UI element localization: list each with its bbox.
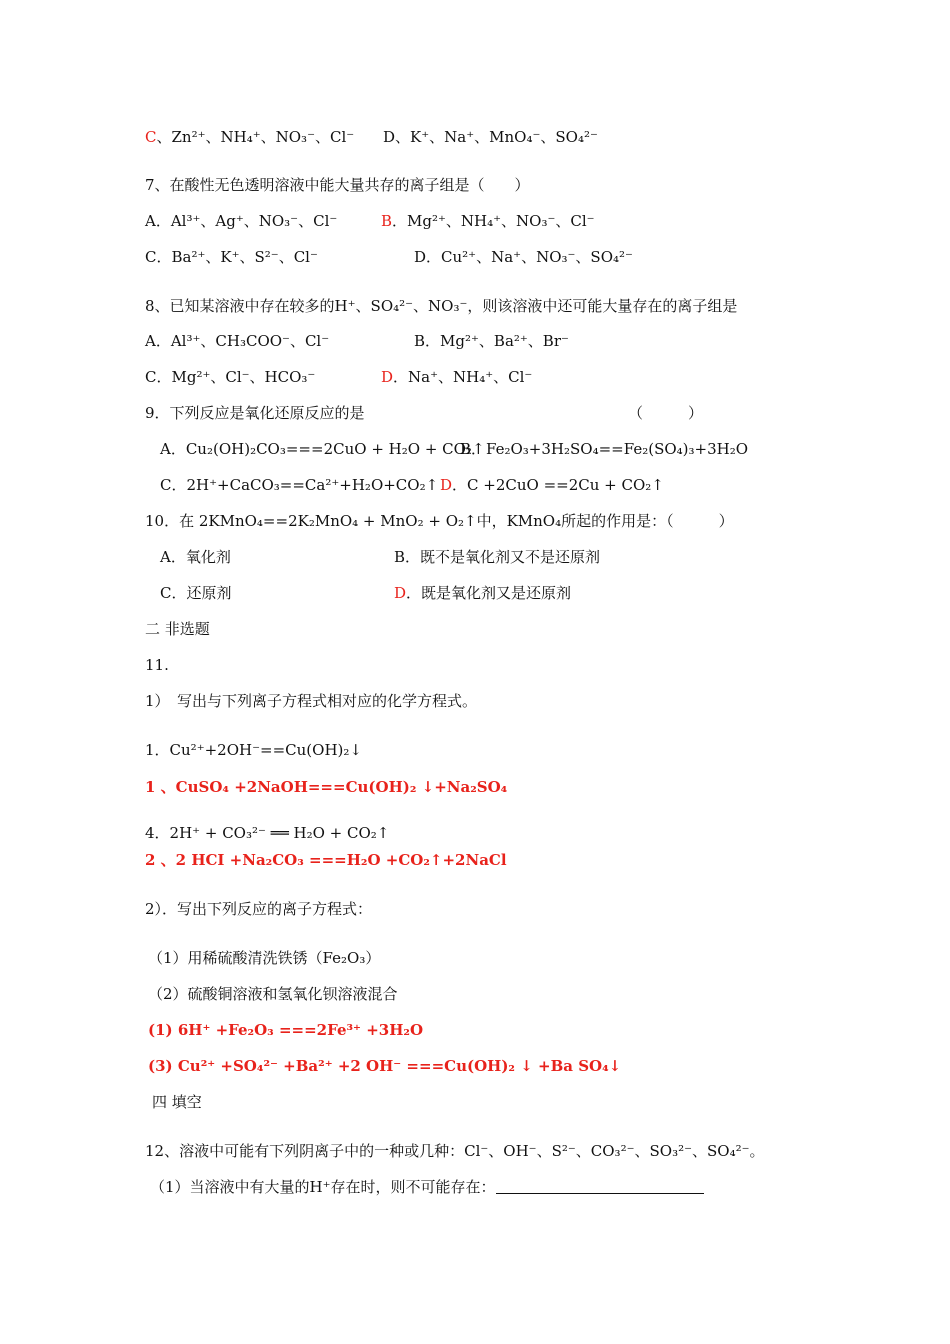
q10-stem: 10．在 2KMnO₄==2K₂MnO₄ + MnO₂ + O₂↑中，KMnO₄所起的作用是：（ ）: [145, 512, 734, 530]
q9-option-d: D．C +2CuO ==2Cu + CO₂↑: [440, 476, 664, 494]
q12-stem: 12、溶液中可能有下列阴离子中的一种或几种：Cl⁻、OH⁻、S²⁻、CO₃²⁻、SO₃²⁻、SO₄²⁻。: [145, 1142, 765, 1160]
q8-option-b: B．Mg²⁺、Ba²⁺、Br⁻: [414, 332, 569, 350]
answer-letter: D: [440, 476, 453, 494]
q11-part2-instruction: 2）．写出下列反应的离子方程式：: [145, 900, 373, 918]
q11-ionic-equation-1: 1．Cu²⁺+2OH⁻==Cu(OH)₂↓: [145, 741, 362, 759]
section-heading-non-choice: 二 非选题: [145, 620, 210, 638]
q7-option-d: D．Cu²⁺、Na⁺、NO₃⁻、SO₄²⁻: [414, 248, 633, 266]
q6-option-c: C、Zn²⁺、NH₄⁺、NO₃⁻、Cl⁻: [145, 128, 355, 146]
q11-answer-4: (3) Cu²⁺ +SO₄²⁻ +Ba²⁺ +2 OH⁻ ===Cu(OH)₂ ↓ +Ba SO₄↓: [148, 1057, 622, 1075]
q11-part1-instruction: 1） 写出与下列离子方程式相对应的化学方程式。: [145, 692, 478, 710]
q11-item-1: （1）用稀硫酸清洗铁锈（Fe₂O₃）: [148, 949, 381, 967]
q9-stem: 9．下列反应是氧化还原反应的是: [145, 404, 365, 422]
answer-letter: D: [394, 584, 407, 602]
q9-answer-paren: （ ）: [628, 404, 704, 422]
answer-blank-line: [496, 1179, 704, 1194]
q10-option-a: A．氧化剂: [160, 548, 231, 566]
q12-item-1: （1）当溶液中有大量的H⁺存在时，则不可能存在：: [150, 1177, 704, 1197]
q8-option-a: A．Al³⁺、CH₃COO⁻、Cl⁻: [145, 332, 330, 350]
q8-option-d: D．Na⁺、NH₄⁺、Cl⁻: [381, 368, 533, 386]
q11-answer-3: (1) 6H⁺ +Fe₂O₃ ===2Fe³⁺ +3H₂O: [148, 1021, 424, 1039]
q11-ionic-equation-4: 4．2H⁺ + CO₃²⁻ ══ H₂O + CO₂↑: [145, 824, 390, 842]
answer-letter: B: [381, 212, 393, 230]
q7-option-b: B．Mg²⁺、NH₄⁺、NO₃⁻、Cl⁻: [381, 212, 595, 230]
q9-option-c: C．2H⁺+CaCO₃==Ca²⁺+H₂O+CO₂↑: [160, 476, 439, 494]
q8-stem: 8、已知某溶液中存在较多的H⁺、SO₄²⁻、NO₃⁻，则该溶液中还可能大量存在的离子组是: [145, 297, 738, 315]
q7-stem: 7、在酸性无色透明溶液中能大量共存的离子组是（ ）: [145, 176, 530, 194]
q10-option-d: D．既是氧化剂又是还原剂: [394, 584, 572, 602]
q10-option-b: B．既不是氧化剂又不是还原剂: [394, 548, 601, 566]
q11-answer-1: 1 、CuSO₄ +2NaOH===Cu(OH)₂ ↓+Na₂SO₄: [145, 778, 508, 796]
q9-option-a: A．Cu₂(OH)₂CO₃===2CuO + H₂O + CO₂↑: [160, 440, 485, 458]
q8-option-c: C．Mg²⁺、Cl⁻、HCO₃⁻: [145, 368, 316, 386]
answer-letter: D: [381, 368, 394, 386]
q7-option-c: C．Ba²⁺、K⁺、S²⁻、Cl⁻: [145, 248, 318, 266]
answer-letter: C: [145, 128, 157, 146]
q7-option-a: A．Al³⁺、Ag⁺、NO₃⁻、Cl⁻: [145, 212, 338, 230]
q6-option-d: D、K⁺、Na⁺、MnO₄⁻、SO₄²⁻: [383, 128, 598, 146]
section-heading-fill-in: 四 填空: [152, 1093, 202, 1111]
q9-option-b: B．Fe₂O₃+3H₂SO₄==Fe₂(SO₄)₃+3H₂O: [460, 440, 749, 458]
q11-item-2: （2）硫酸铜溶液和氢氧化钡溶液混合: [148, 985, 398, 1003]
q11-answer-2: 2 、2 HCI +Na₂CO₃ ===H₂O +CO₂↑+2NaCl: [145, 851, 507, 869]
q10-option-c: C．还原剂: [160, 584, 232, 602]
q11-number: 11.: [145, 656, 169, 674]
